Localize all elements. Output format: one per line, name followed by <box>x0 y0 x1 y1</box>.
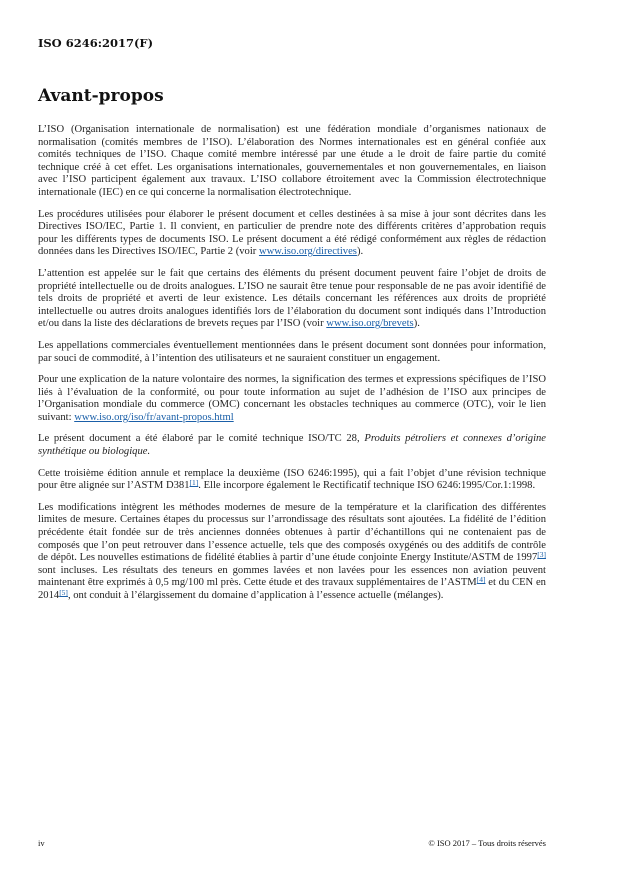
patents-link[interactable]: www.iso.org/brevets <box>326 318 414 330</box>
paragraph-text: L’attention est appelée sur le fait que certains des éléments du présent document peuvent faire l’objet de droits de propriété intellectuelle ou de droits analogues. L’ISO ne saurait être tenue pour responsable de ne pas avoir identifié de tels droits de propriété et averti de leur existence. Les détails concernant les références aux droits de propriété intellectuelle ou autres droits analogues identifiés lors de l’élaboration du document sont indiqués dans l’Introduction et/ou dans la liste des déclarations de brevets reçues par l’ISO (voir <box>38 267 546 330</box>
paragraph-committee <box>38 433 546 458</box>
paragraph-text: Le présent document a été élaboré par le comité technique ISO/TC 28, <box>38 433 365 445</box>
paragraph-text: , ont conduit à l’élargissement du domaine d’application à l’essence actuelle (mélanges). <box>67 590 444 601</box>
paragraph-voluntary-nature <box>38 374 546 424</box>
paragraph-text: sont incluses. Les résultats des teneurs en gommes lavées et non lavées pour les essences non aviation peuvent maintenant être exprimés à 0,5 mg/100 ml près. Cette étude et des travaux supplémentaires de l’ASTM <box>38 564 546 589</box>
paragraph-text: Les procédures utilisées pour élaborer le présent document et celles destinées à sa mise à jour sont décrites dans les Directives ISO/IEC, Partie 1. Il convient, en particulier de prendre note des différents critères d’approbation requis pour les différents types de documents ISO. Le présent document a été rédigé conformément aux règles de rédaction données dans les Directives ISO/IEC, Partie 2 (voir <box>38 208 546 258</box>
reference-link-4[interactable]: [4] <box>476 575 486 585</box>
paragraph-patents <box>38 268 546 331</box>
foreword-link[interactable]: www.iso.org/iso/fr/avant-propos.html <box>74 411 234 423</box>
reference-link-3[interactable]: [3] <box>537 550 546 560</box>
paragraph-procedures <box>38 209 546 259</box>
page-title: Avant-propos <box>38 86 164 106</box>
reference-link-1[interactable]: [1] <box>189 478 199 488</box>
page-number: iv <box>38 838 45 848</box>
paragraph-text: ). <box>356 246 364 258</box>
paragraph-text: Cette troisième édition annule et remplace la deuxième (ISO 6246:1995), qui a fait l’objet d’une révision technique pour être alignée sur l’ASTM D381 <box>38 467 546 492</box>
directives-link[interactable]: www.iso.org/directives <box>258 246 357 258</box>
reference-link-5[interactable]: [5] <box>59 588 68 597</box>
paragraph-edition <box>38 468 546 493</box>
paragraph-trade-names: Les appellations commerciales éventuellement mentionnées dans le présent document sont données pour information, par souci de commodité, à l’intention des utilisateurs et ne sauraient constituer un engagement. <box>38 339 546 364</box>
paragraph-text: . Elle incorpore également le Rectificatif technique ISO 6246:1995/Cor.1:1998. <box>198 480 536 492</box>
paragraph-iso-intro: L’ISO (Organisation internationale de normalisation) est une fédération mondiale d’organismes nationaux de normalisation (comités membres de l’ISO). L’élaboration des Normes internationales est en général confiée aux comités techniques de l’ISO. Chaque comité membre intéressé par une étude a le droit de faire partie du comité technique créé à cet effet. Les organisations internationales, gouvernementales et non gouvernementales, en liaison avec l’ISO participent également aux travaux. L’ISO collabore étroitement avec la Commission électrotechnique internationale (IEC) en ce qui concerne la normalisation électrotechnique. <box>38 124 546 198</box>
paragraph-text: et du CEN en 2014 <box>38 577 546 601</box>
document-header: ISO 6246:2017(F) <box>38 36 154 50</box>
paragraph-modifications <box>38 502 546 603</box>
paragraph-text: ). <box>413 318 420 330</box>
copyright-notice: © ISO 2017 – Tous droits réservés <box>428 838 546 848</box>
committee-title: Produits pétroliers et connexes d’origine synthétique ou biologique. <box>38 433 547 458</box>
paragraph-text: Pour une explication de la nature volontaire des normes, la signification des termes et expressions spécifiques de l’ISO liés à l’évaluation de la conformité, ou pour toute information au sujet de l’adhésion de l’ISO aux principes de l’Organisation mondiale du commerce (OMC) concernant les obstacles techniques au commerce (OTC), voir le lien suivant: <box>38 374 546 423</box>
paragraph-text: Les modifications intègrent les méthodes modernes de mesure de la température et la clarification des différentes limites de mesure. Certaines étapes du processus sur l’arrondissage des résultats sont ajoutées. La fidélité de l’édition précédente était fondée sur de très anciennes données obtenues à partir d’échantillons qui ne contenaient pas de composés que l’on peut retrouver dans l’essence actuelle, tels que des composés oxygénés ou des additifs de contrôle de dépôt. Les nouvelles estimations de fidélité établies à partir d’une étude conjointe Energy Institute/ASTM de 1997 <box>38 501 546 564</box>
document-body <box>38 124 546 612</box>
